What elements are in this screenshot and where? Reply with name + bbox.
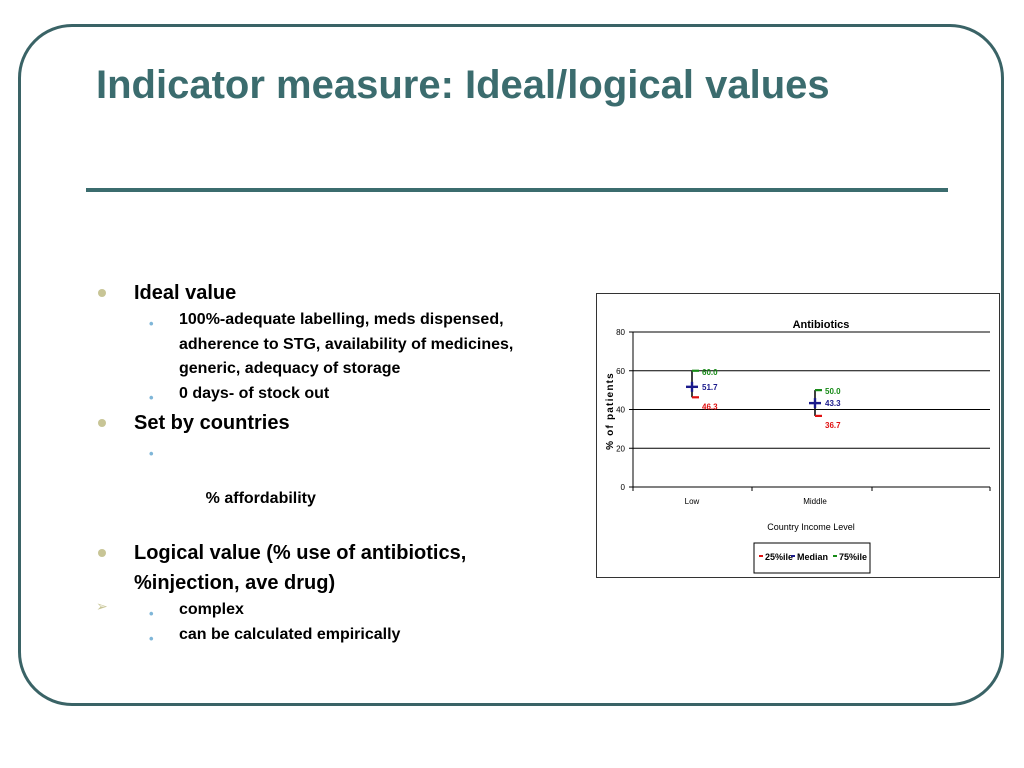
sub-bullet-text: % affordability	[196, 490, 316, 507]
bullet-label: Logical value (% use of antibiotics, %injection, ave drug)	[134, 542, 467, 594]
chart-data-label: 43.3	[825, 399, 841, 409]
sub-bullet-dot-icon: •	[149, 630, 154, 646]
chart-data-label: 50.0	[825, 387, 841, 397]
chart-y-tick-label: 20	[616, 444, 625, 454]
bullet-dot-icon	[98, 419, 106, 427]
sub-bullet	[96, 623, 576, 648]
chart-y-tick-label: 40	[616, 405, 625, 415]
chart-legend-label: Median	[797, 552, 829, 562]
chart-data-label: 60.0	[702, 367, 718, 377]
chart-y-tick-label: 80	[616, 328, 625, 337]
sub-bullet-dot-icon: •	[149, 389, 154, 405]
chart-svg	[597, 294, 1001, 579]
chart-y-axis-label: % of patients	[605, 372, 616, 450]
bullet-set-by-countries	[96, 408, 576, 438]
chart-y-tick-label: 60	[616, 366, 625, 376]
antibiotics-chart	[596, 293, 1000, 578]
chart-data-label: 51.7	[702, 382, 718, 392]
chart-x-tick-label: Middle	[803, 497, 827, 506]
chart-x-axis-label: Country Income Level	[767, 522, 855, 532]
sub-bullet-text: 0 days- of stock out	[179, 384, 330, 402]
bullet-logical-value	[96, 538, 576, 598]
chart-data-label: 46.3	[702, 402, 718, 412]
chart-x-tick-label: Low	[684, 497, 700, 506]
title-divider	[86, 188, 948, 192]
bullet-list	[96, 278, 576, 647]
bullet-label: Set by countries	[134, 412, 290, 434]
sub-bullet-text: complex	[179, 601, 244, 618]
chart-legend-label: 25%ile	[765, 552, 794, 562]
sub-bullet-dot-icon: •	[149, 316, 154, 331]
bullet-label: Ideal value	[134, 282, 237, 304]
chart-y-tick-label: 0	[620, 483, 625, 492]
sub-bullet-text: 100%-adequate labelling, meds dispensed, adherence to STG, availability of medicines, generic, adequacy of storage	[179, 311, 514, 377]
sub-bullet	[96, 308, 576, 382]
arrow-bullet-icon: ➢	[96, 598, 108, 614]
slide-title: Indicator measure: Ideal/logical values	[96, 63, 830, 107]
bullet-ideal-value	[96, 278, 576, 308]
sub-bullet	[96, 598, 576, 623]
chart-legend-label: 75%ile	[839, 552, 868, 562]
chart-title: Antibiotics	[792, 319, 850, 331]
sub-bullet-text: can be calculated empirically	[179, 625, 401, 643]
sub-bullet-dot-icon: •	[149, 606, 154, 621]
sub-bullet	[96, 438, 576, 536]
sub-bullet-dot-icon: •	[149, 446, 154, 461]
bullet-dot-icon	[98, 549, 106, 557]
sub-bullet	[96, 382, 576, 407]
bullet-dot-icon	[98, 289, 106, 297]
chart-data-label: 36.7	[825, 420, 841, 430]
